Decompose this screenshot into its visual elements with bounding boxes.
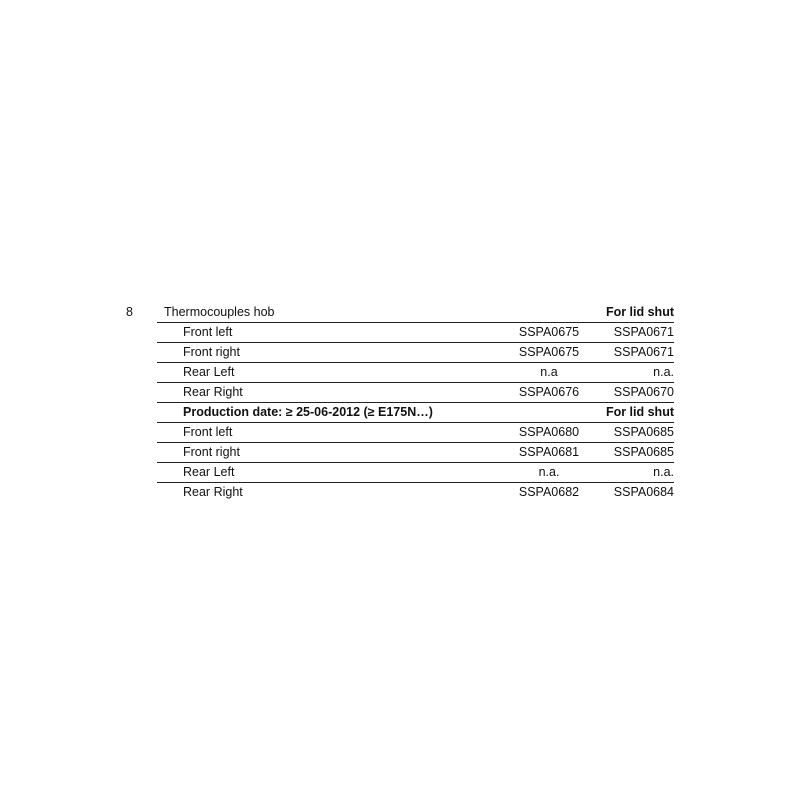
- part-number-lid-shut: n.a.: [653, 465, 674, 479]
- part-number-lid-shut: n.a.: [653, 365, 674, 379]
- table-row: [157, 483, 674, 502]
- row-label: Rear Left: [183, 465, 235, 479]
- part-number-lid-shut: SSPA0685: [613, 425, 674, 439]
- production-date-header-row: [157, 403, 674, 423]
- table-row: [157, 323, 674, 343]
- table-row: [157, 423, 674, 443]
- row-label: Front right: [183, 445, 240, 459]
- section-title: Thermocouples hob: [164, 305, 275, 319]
- part-number: SSPA0680: [518, 425, 580, 439]
- part-number: n.a: [540, 365, 558, 379]
- column-header-lid-shut: For lid shut: [605, 305, 674, 319]
- part-number: SSPA0682: [518, 485, 580, 499]
- part-number: SSPA0681: [518, 445, 580, 459]
- parts-table: [157, 303, 674, 502]
- item-number: 8: [126, 305, 133, 319]
- row-label: Rear Left: [183, 365, 235, 379]
- table-row: [157, 383, 674, 403]
- table-row: [157, 363, 674, 383]
- part-number-lid-shut: SSPA0671: [613, 345, 674, 359]
- production-date-label: Production date: ≥ 25-06-2012 (≥ E175N…): [183, 405, 433, 419]
- part-number-lid-shut: SSPA0685: [613, 445, 674, 459]
- table-row: [157, 443, 674, 463]
- part-number: SSPA0675: [518, 325, 580, 339]
- row-label: Front left: [183, 325, 233, 339]
- part-number: SSPA0675: [518, 345, 580, 359]
- row-label: Rear Right: [183, 485, 243, 499]
- part-number-lid-shut: SSPA0671: [613, 325, 674, 339]
- part-number-lid-shut: SSPA0684: [613, 485, 674, 499]
- table-row: [157, 343, 674, 363]
- row-label: Rear Right: [183, 385, 243, 399]
- row-label: Front right: [183, 345, 240, 359]
- part-number: SSPA0676: [518, 385, 580, 399]
- table-row: [157, 463, 674, 483]
- row-label: Front left: [183, 425, 233, 439]
- part-number-lid-shut: SSPA0670: [613, 385, 674, 399]
- column-header-lid-shut: For lid shut: [605, 405, 674, 419]
- table-header-row: [157, 303, 674, 323]
- part-number: n.a.: [538, 465, 560, 479]
